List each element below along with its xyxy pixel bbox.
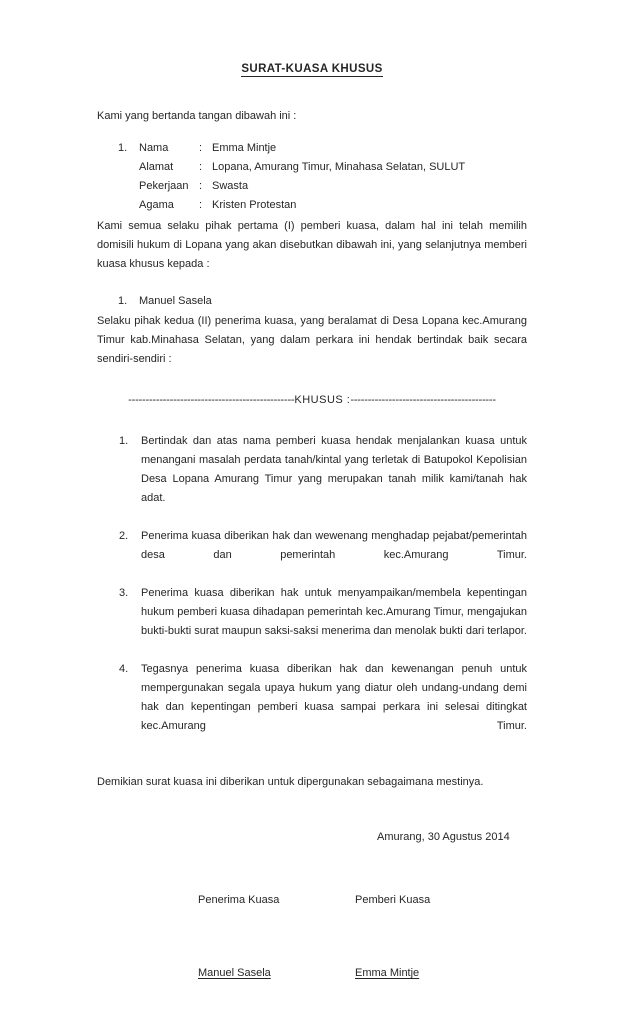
identity-label-agama: Agama: [139, 199, 174, 211]
identity-row: [118, 177, 527, 196]
signature-names-row: [97, 964, 527, 983]
closing-paragraph: Demikian surat kuasa ini diberikan untuk dipergunakan sebagaimana mestinya.: [97, 776, 484, 788]
identity-row: [118, 196, 527, 215]
divider-dashes-right: ------------------------------------------: [350, 394, 496, 406]
date-line: Amurang, 30 Agustus 2014: [377, 831, 510, 843]
identity-number-spacer: [118, 196, 139, 215]
clause-text: Tegasnya penerima kuasa diberikan hak dan kewenangan penuh untuk mempergunakan segala upaya hukum yang diatur oleh undang-undang demi hak dan kepentingan pemberi kuasa sampai perkara ini selesai ditingkat kec.Amurang Timur.: [141, 663, 527, 732]
identity-row: [118, 139, 527, 158]
identity-value-nama: Emma Mintje: [212, 142, 277, 154]
identity-colon: :: [199, 161, 203, 173]
identity-colon: :: [199, 199, 203, 211]
intro-paragraph: Kami yang bertanda tangan dibawah ini :: [97, 110, 297, 122]
first-party-paragraph: Kami semua selaku pihak pertama (I) pemberi kuasa, dalam hal ini telah memilih domisili hukum di Lopana yang akan disebutkan dibawah ini, yang selanjutnya memberi kuasa khusus kepada :: [97, 220, 527, 270]
identity-label-nama: Nama: [139, 142, 169, 154]
clause-marker: 1.: [119, 435, 129, 447]
grantor-identity-block: [97, 139, 527, 215]
grantee-item: [97, 292, 527, 311]
signature-name-left-wrap: [97, 964, 355, 983]
clause-text: Penerima kuasa diberikan hak untuk menyampaikan/membela kepentingan hukum pemberi kuasa dihadapan pemerintah kec.Amurang Timur, mengajukan bukti-bukti surat maupun saksi-saksi menerima dan menolak bukti dari terlapor.: [141, 587, 527, 637]
identity-number: 1.: [118, 142, 128, 154]
clause-marker: 4.: [119, 663, 129, 675]
signature-roles-row: [97, 891, 527, 910]
identity-label-pekerjaan: Pekerjaan: [139, 180, 189, 192]
identity-colon: :: [199, 180, 203, 192]
signature-role-left: Penerima Kuasa: [198, 894, 280, 906]
clause-text: Bertindak dan atas nama pemberi kuasa hendak menjalankan kuasa untuk menangani masalah perdata tanah/kintal yang terletak di Batupokol Kepolisian Desa Lopana Amurang Timur yang merupakan tanah milik kami/tanah hak adat.: [141, 435, 527, 504]
page-title-text: SURAT-KUASA KHUSUS: [241, 63, 383, 75]
signature-name-right: Emma Mintje: [355, 967, 420, 979]
document-body: [97, 62, 527, 983]
list-item: [97, 527, 527, 584]
khusus-divider: [97, 391, 527, 410]
page-title: [97, 62, 527, 76]
signature-name-left: Manuel Sasela: [198, 967, 271, 979]
divider-dashes-left: ------------------------------------------------: [128, 394, 295, 406]
list-item: [97, 584, 527, 660]
identity-label-alamat: Alamat: [139, 161, 174, 173]
grantee-number: 1.: [118, 295, 128, 307]
identity-row: [118, 158, 527, 177]
identity-colon: :: [199, 142, 203, 154]
clause-marker: 3.: [119, 587, 129, 599]
signature-name-right-wrap: [355, 964, 527, 983]
identity-value-pekerjaan: Swasta: [212, 180, 249, 192]
identity-value-alamat: Lopana, Amurang Timur, Minahasa Selatan, SULUT: [212, 161, 466, 173]
grantee-name: Manuel Sasela: [139, 295, 212, 307]
clause-list: [97, 432, 527, 755]
list-item: [97, 432, 527, 527]
identity-value-agama: Kristen Protestan: [212, 199, 297, 211]
divider-label: KHUSUS :: [294, 394, 351, 406]
clause-text: Penerima kuasa diberikan hak dan wewenang menghadap pejabat/pemerintah desa dan pemerintah kec.Amurang Timur.: [141, 530, 527, 561]
second-party-paragraph: Selaku pihak kedua (II) penerima kuasa, yang beralamat di Desa Lopana kec.Amurang Timur kab.Minahasa Selatan, yang dalam perkara ini hendak bertindak baik secara sendiri-sendiri :: [97, 315, 527, 365]
identity-number-spacer: [118, 158, 139, 177]
clause-marker: 2.: [119, 530, 129, 542]
signature-role-right: Pemberi Kuasa: [355, 894, 431, 906]
list-item: [97, 660, 527, 755]
identity-number-spacer: [118, 177, 139, 196]
